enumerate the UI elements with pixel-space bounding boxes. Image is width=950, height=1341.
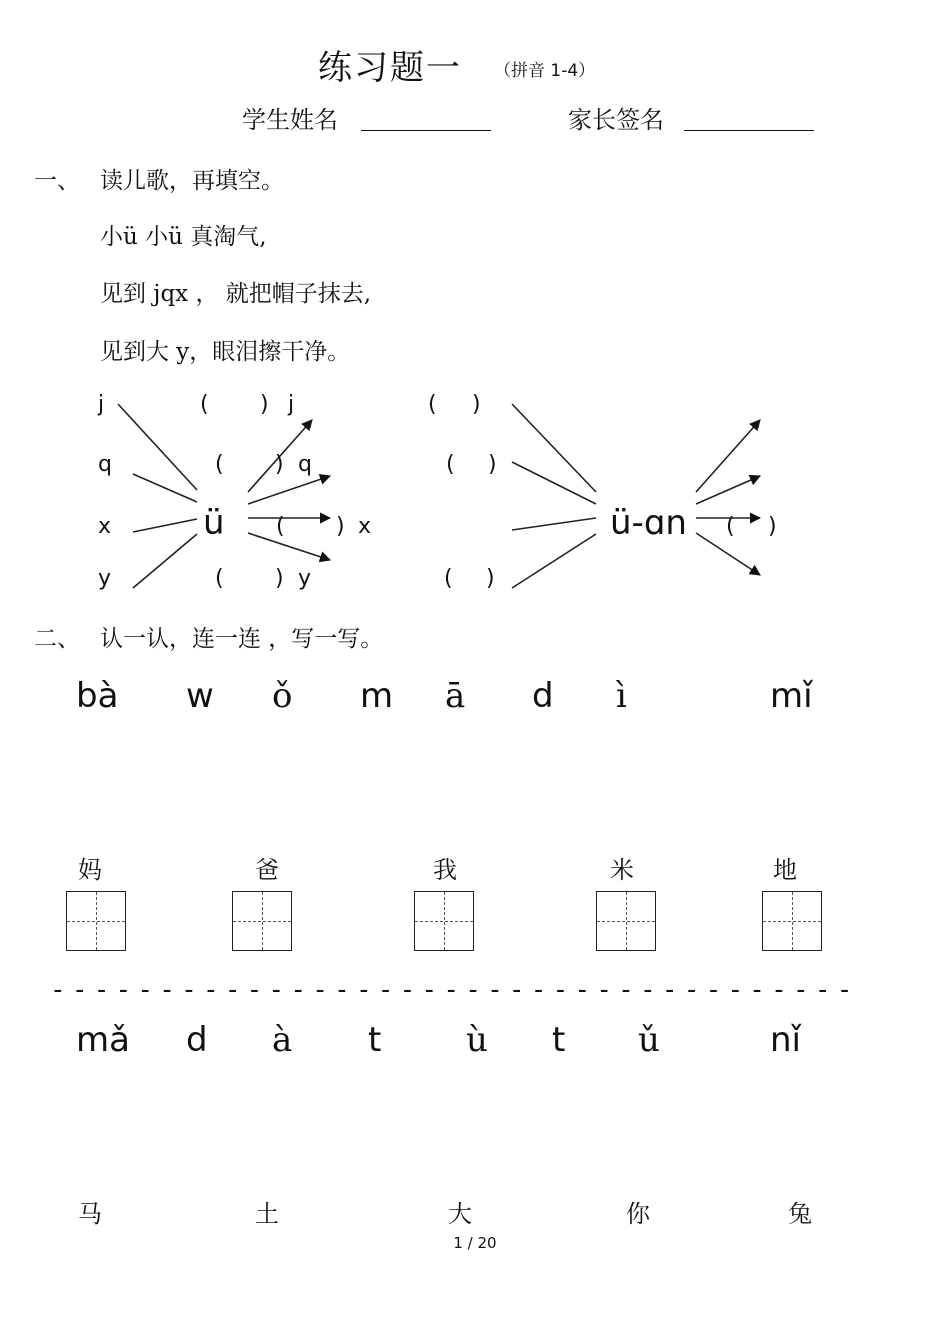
- char-mi: 米: [610, 856, 634, 884]
- blank-close-3: ): [336, 514, 345, 539]
- hub-u-an: ü-ɑn: [610, 503, 687, 543]
- writing-grid-2[interactable]: [232, 891, 292, 951]
- page-number: 1 / 20: [453, 1234, 497, 1252]
- blank-close-8: ): [768, 514, 777, 539]
- poem-line-1: 小ü 小ü 真淘气,: [100, 224, 267, 250]
- pinyin-ni3: nǐ: [770, 1020, 801, 1060]
- blank-close-4: ): [275, 566, 284, 591]
- char-di: 地: [773, 856, 797, 884]
- worksheet-subtitle: （拼音 1-4）: [494, 61, 596, 81]
- blank-close-6: ): [488, 452, 497, 477]
- char-ba: 爸: [255, 856, 279, 884]
- pinyin-i4: ì: [616, 676, 627, 716]
- pinyin-m: m: [360, 676, 394, 716]
- pinyin-d: d: [532, 676, 554, 716]
- char-wo: 我: [433, 856, 457, 884]
- pinyin-a4: à: [272, 1020, 293, 1060]
- char-ma-horse: 马: [78, 1200, 102, 1228]
- char-tu-earth: 土: [255, 1200, 279, 1228]
- cut-line: -------------------------------------: [50, 975, 859, 1005]
- student-name-label: 学生姓名: [242, 106, 338, 134]
- blank-open-6: (: [446, 452, 455, 477]
- char-tu-rabbit: 兔: [788, 1200, 812, 1228]
- hub-u-umlaut: ü: [203, 503, 225, 543]
- pinyin-u3: ǔ: [638, 1020, 660, 1060]
- char-ma-mother: 妈: [78, 856, 102, 884]
- pinyin-ba: bà: [76, 676, 119, 716]
- pinyin-a1: ā: [445, 676, 466, 716]
- pinyin-u4: ù: [466, 1020, 488, 1060]
- pinyin-ma3: mǎ: [76, 1020, 130, 1060]
- blank-open-3: (: [276, 514, 285, 539]
- pinyin-mi3: mǐ: [770, 676, 813, 716]
- blank-open-7: (: [444, 566, 453, 591]
- writing-grid-1[interactable]: [66, 891, 126, 951]
- poem-line-3: 见到大 y，眼泪擦干净。: [100, 339, 351, 365]
- pinyin-t2: t: [552, 1020, 566, 1060]
- section1-number: 一、: [34, 168, 80, 194]
- right-letter-x: x: [358, 514, 372, 539]
- left-letter-q: q: [98, 452, 112, 477]
- pinyin-w: w: [186, 676, 214, 716]
- right-letter-y: y: [298, 566, 312, 591]
- blank-open-8: (: [726, 514, 735, 539]
- blank-open-4: (: [215, 566, 224, 591]
- left-letter-y: y: [98, 566, 112, 591]
- pinyin-o3: ǒ: [272, 676, 293, 716]
- writing-grid-4[interactable]: [596, 891, 656, 951]
- right-letter-j: j: [288, 392, 295, 417]
- blank-open-5: (: [428, 392, 437, 417]
- left-letter-j: j: [98, 392, 105, 417]
- poem-line-2: 见到 jqx ， 就把帽子抹去,: [100, 281, 372, 307]
- worksheet-title: 练习题一: [318, 48, 462, 88]
- blank-close-7: ): [486, 566, 495, 591]
- blank-open-1: (: [200, 392, 209, 417]
- right-letter-q: q: [298, 452, 312, 477]
- blank-close-1: ): [260, 392, 269, 417]
- pinyin-d2: d: [186, 1020, 208, 1060]
- section2-heading: 认一认，连一连 ，写一写。: [100, 626, 384, 652]
- section1-heading: 读儿歌，再填空。: [100, 168, 284, 194]
- writing-grid-3[interactable]: [414, 891, 474, 951]
- section2-number: 二、: [34, 626, 80, 652]
- blank-close-2: ): [275, 452, 284, 477]
- left-letter-x: x: [98, 514, 112, 539]
- parent-signature-label: 家长签名: [568, 106, 664, 134]
- char-ni: 你: [626, 1200, 650, 1228]
- pinyin-t1: t: [368, 1020, 382, 1060]
- writing-grid-5[interactable]: [762, 891, 822, 951]
- blank-close-5: ): [472, 392, 481, 417]
- char-da: 大: [448, 1200, 472, 1228]
- blank-open-2: (: [215, 452, 224, 477]
